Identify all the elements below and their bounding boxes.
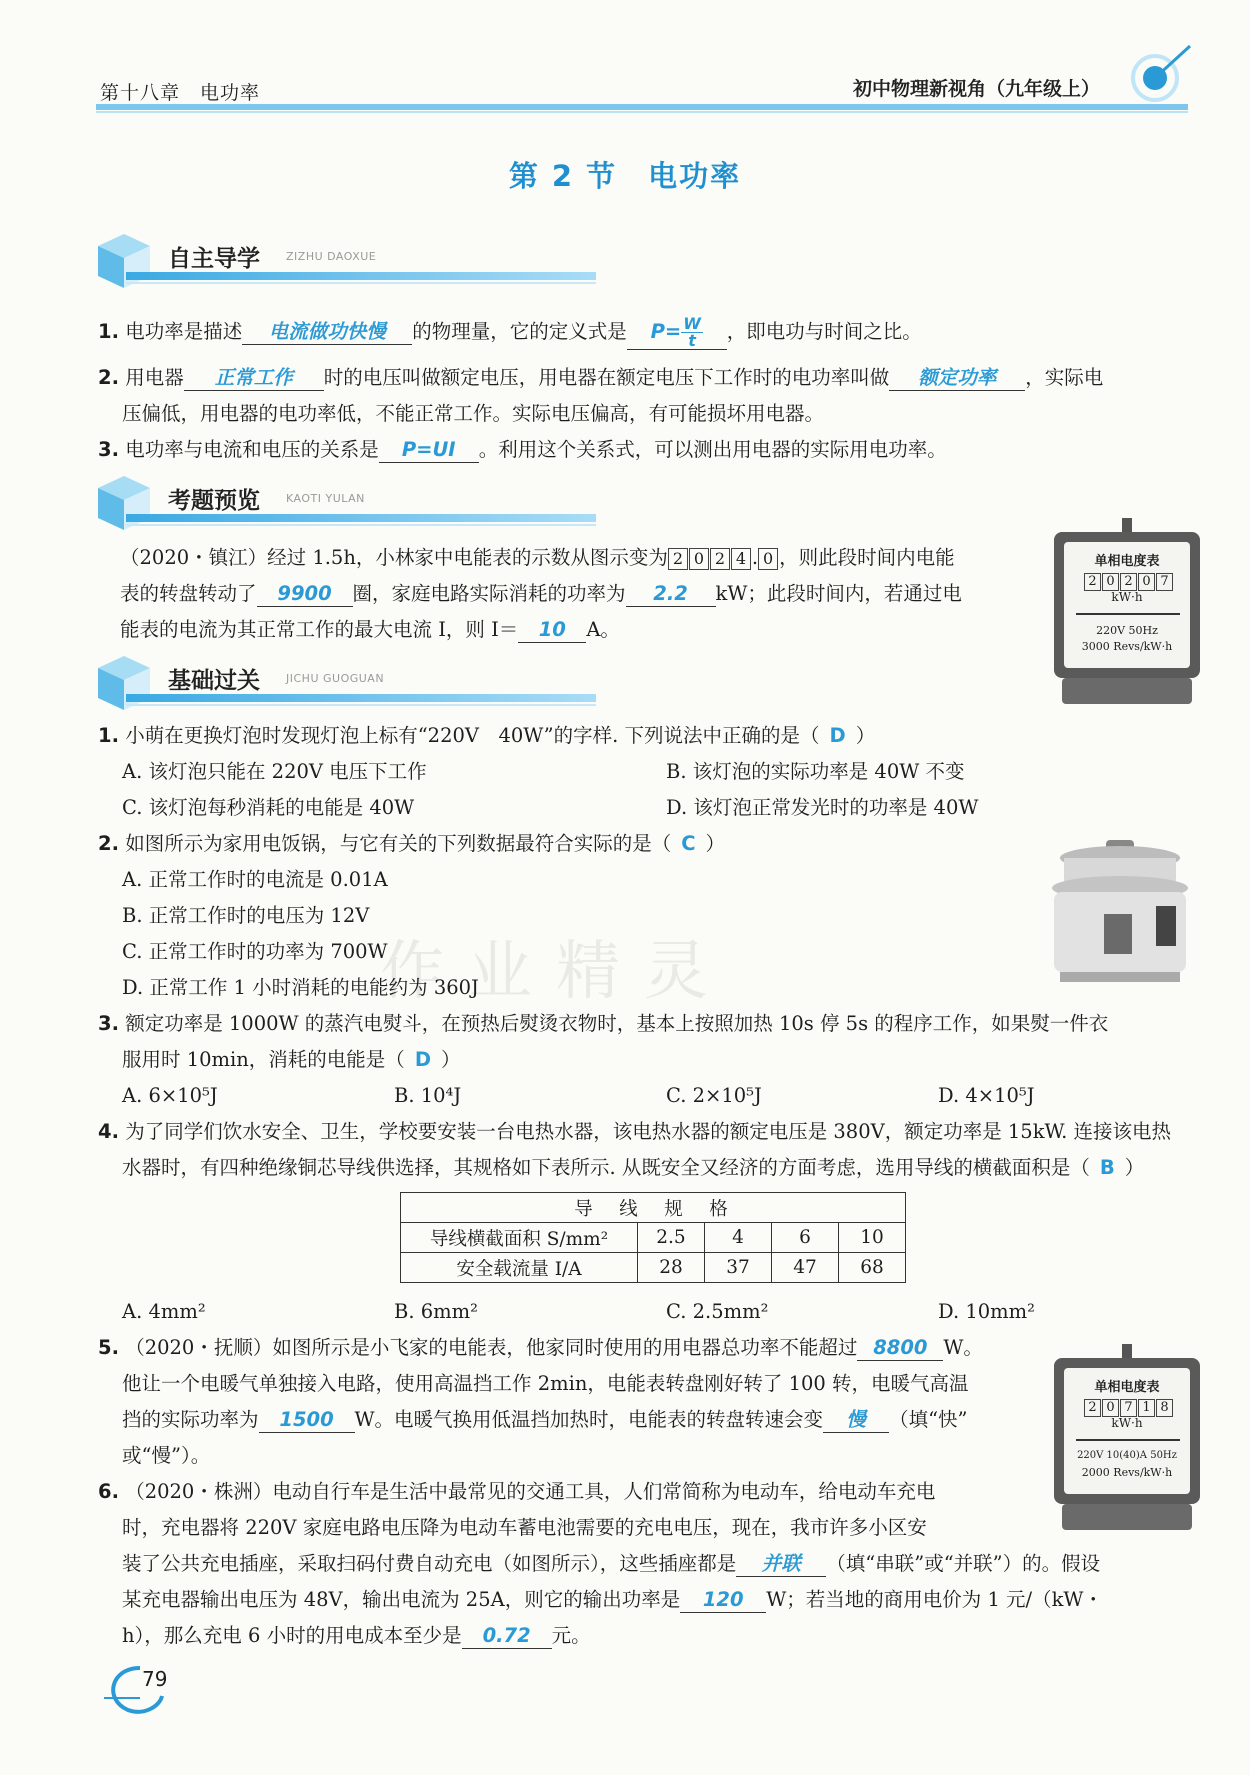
section-pinyin: ZIZHU DAOXUE bbox=[286, 250, 377, 263]
answer-blank: 2.2 bbox=[626, 582, 716, 607]
text: ） bbox=[441, 1048, 461, 1071]
text: 表的转盘转动了 bbox=[120, 582, 257, 605]
meter-title: 单相电度表 bbox=[1094, 1380, 1160, 1395]
digit: 0 bbox=[1102, 1399, 1119, 1417]
fraction bbox=[681, 316, 703, 349]
text: 服用时 10min，消耗的电能是（ bbox=[122, 1048, 405, 1071]
jichu-q6-l5 bbox=[122, 1622, 591, 1650]
option-c: C. 正常工作时的功率为 700W bbox=[122, 940, 388, 963]
text: 某充电器输出电压为 48V，输出电流为 25A，则它的输出功率是 bbox=[122, 1588, 681, 1611]
text: W。电暖气换用低温挡加热时，电能表的转盘转速会变 bbox=[354, 1408, 824, 1431]
q-num: 3. bbox=[98, 438, 119, 461]
digit: 2 bbox=[1084, 1399, 1101, 1417]
answer-blank: 1500 bbox=[259, 1408, 355, 1433]
header-rule-thin bbox=[96, 111, 1188, 113]
table-cell: 4 bbox=[705, 1223, 772, 1253]
answer-blank: 慢 bbox=[823, 1408, 889, 1433]
text: 为了同学们饮水安全、卫生，学校要安装一台电热水器，该电热水器的额定电压是 380V，额定功率是 15kW. 连接该电热 bbox=[125, 1120, 1172, 1143]
page-title: 第 2 节 电功率 bbox=[508, 159, 742, 193]
chapter-header: 第十八章 电功率 bbox=[100, 82, 261, 104]
option-b: B. 该灯泡的实际功率是 40W 不变 bbox=[666, 760, 965, 783]
digit: 2 bbox=[710, 548, 730, 570]
kaoti-line3 bbox=[120, 616, 620, 644]
text: 能表的电流为其正常工作的最大电流 I，则 I＝ bbox=[120, 618, 519, 641]
answer-blank: 额定功率 bbox=[889, 366, 1025, 391]
section-pinyin: JICHU GUOGUAN bbox=[286, 672, 385, 685]
text: h），那么充电 6 小时的用电成本至少是 bbox=[122, 1624, 462, 1647]
meter-spec1: 220V 10(40)A 50Hz bbox=[1077, 1450, 1177, 1461]
digit: 0 bbox=[1102, 573, 1119, 591]
table-cell: 2.5 bbox=[638, 1223, 705, 1253]
digit: 7 bbox=[1120, 1399, 1137, 1417]
text: 装了公共充电插座，采取扫码付费自动充电（如图所示），这些插座都是 bbox=[122, 1552, 737, 1575]
zizhu-q2 bbox=[98, 364, 1103, 392]
text: ） bbox=[705, 832, 726, 855]
answer-blank: 0.72 bbox=[462, 1624, 552, 1649]
section-bar-thin bbox=[126, 704, 596, 706]
header-rule bbox=[96, 104, 1188, 110]
option-b: B. 正常工作时的电压为 12V bbox=[122, 904, 370, 927]
jichu-q5-l1 bbox=[98, 1334, 983, 1362]
book-title: 初中物理新视角（九年级上） bbox=[852, 78, 1100, 100]
digit: 7 bbox=[1156, 573, 1173, 591]
text: 电功率与电流和电压的关系是 bbox=[125, 438, 379, 461]
meter-body-icon bbox=[1052, 518, 1202, 708]
option-b: B. 10⁴J bbox=[394, 1084, 462, 1107]
table-row bbox=[401, 1193, 906, 1223]
wire-spec-table bbox=[400, 1192, 906, 1283]
rice-cooker-icon bbox=[1040, 836, 1200, 996]
target-logo-icon bbox=[1120, 40, 1200, 110]
meter-body-icon bbox=[1052, 1344, 1202, 1534]
electric-meter-1 bbox=[1052, 518, 1202, 708]
text: ，实际电 bbox=[1025, 366, 1104, 389]
section-bar bbox=[126, 694, 596, 702]
answer-blank: 电流做功快慢 bbox=[242, 320, 412, 345]
answer-blank: 正常工作 bbox=[184, 366, 324, 391]
table-cell: 28 bbox=[638, 1253, 705, 1283]
digit: 0 bbox=[689, 548, 709, 570]
section-zizhu bbox=[96, 232, 606, 294]
jichu-q5-l4: 或“慢”）。 bbox=[122, 1444, 211, 1467]
option-a: A. 4mm² bbox=[122, 1300, 206, 1323]
option-a: A. 6×10⁵J bbox=[122, 1084, 218, 1107]
jichu-q5-l2: 他让一个电暖气单独接入电路，使用高温挡工作 2min，电能表转盘刚好转了 100 转，电暖气高温 bbox=[122, 1372, 969, 1395]
text: W；若当地的商用电价为 1 元/（kW・ bbox=[766, 1588, 1103, 1611]
table-cell: 37 bbox=[705, 1253, 772, 1283]
zizhu-q1 bbox=[98, 316, 922, 350]
text: （填“串联”或“并联”）的。假设 bbox=[826, 1552, 1101, 1575]
option-d: D. 该灯泡正常发光时的功率是 40W bbox=[666, 796, 979, 819]
section-pinyin: KAOTI YULAN bbox=[286, 492, 365, 505]
text: 挡的实际功率为 bbox=[122, 1408, 259, 1431]
meter-unit: kW·h bbox=[1111, 590, 1143, 604]
text: 。利用这个关系式，可以测出用电器的实际用电功率。 bbox=[478, 438, 947, 461]
zizhu-q3 bbox=[98, 436, 947, 464]
option-c: C. 该灯泡每秒消耗的电能是 40W bbox=[122, 796, 415, 819]
text: A。 bbox=[586, 618, 620, 641]
choice-answer: C bbox=[681, 832, 696, 855]
choice-answer: D bbox=[414, 1048, 431, 1071]
digit: 2 bbox=[668, 548, 688, 570]
option-c: C. 2×10⁵J bbox=[666, 1084, 762, 1107]
digit: 2 bbox=[1120, 573, 1137, 591]
meter-digits bbox=[1084, 570, 1174, 591]
table-row bbox=[401, 1223, 906, 1253]
jichu-q4-l2 bbox=[122, 1154, 1144, 1182]
kaoti-line2 bbox=[120, 580, 962, 608]
text: 圈，家庭电路实际消耗的功率为 bbox=[352, 582, 626, 605]
meter-spec2: 2000 Revs/kW·h bbox=[1081, 1466, 1173, 1479]
text: 如图所示为家用电饭锅，与它有关的下列数据最符合实际的是（ bbox=[125, 832, 672, 855]
row-label: 安全载流量 I/A bbox=[401, 1253, 638, 1283]
answer-blank: P=UI bbox=[379, 438, 479, 463]
digit: 8 bbox=[1156, 1399, 1173, 1417]
numerator: W bbox=[683, 314, 701, 333]
text: 额定功率是 1000W 的蒸汽电熨斗，在预热后熨烫衣物时，基本上按照加热 10s 停 5s 的程序工作，如果熨一件衣 bbox=[125, 1012, 1109, 1035]
q-num: 2. bbox=[98, 832, 119, 855]
jichu-q3-l2 bbox=[122, 1046, 461, 1074]
table-cell: 68 bbox=[839, 1253, 906, 1283]
page-number: 79 bbox=[142, 1667, 168, 1691]
zizhu-q2-cont: 压偏低，用电器的电功率低，不能正常工作。实际电压偏高，有可能损坏用电器。 bbox=[122, 402, 825, 425]
table-cell: 10 bbox=[839, 1223, 906, 1253]
meter-spec1: 220V 50Hz bbox=[1096, 624, 1158, 637]
section-bar-thin bbox=[126, 282, 596, 284]
electric-meter-2 bbox=[1052, 1344, 1202, 1534]
digit: 4 bbox=[731, 548, 751, 570]
choice-answer: B bbox=[1099, 1156, 1115, 1179]
answer-blank: 9900 bbox=[257, 582, 353, 607]
q-num: 1. bbox=[98, 320, 119, 343]
table-cell: 47 bbox=[772, 1253, 839, 1283]
q-num: 3. bbox=[98, 1012, 119, 1035]
jichu-q6-l4 bbox=[122, 1586, 1103, 1614]
section-bar-thin bbox=[126, 524, 596, 526]
text: W。 bbox=[943, 1336, 983, 1359]
jichu-q3-l1 bbox=[98, 1010, 1108, 1038]
digit: 1 bbox=[1138, 1399, 1155, 1417]
text: ） bbox=[1124, 1156, 1145, 1179]
table-caption: 导 线 规 格 bbox=[401, 1193, 906, 1223]
q-num: 1. bbox=[98, 724, 119, 747]
section-name: 自主导学 bbox=[168, 246, 260, 272]
digit: 0 bbox=[1138, 573, 1155, 591]
jichu-q2-stem bbox=[98, 830, 725, 858]
row-label: 导线横截面积 S/mm² bbox=[401, 1223, 638, 1253]
table-cell: 6 bbox=[772, 1223, 839, 1253]
table-row bbox=[401, 1253, 906, 1283]
formula-blank bbox=[627, 316, 727, 350]
meter-unit: kW·h bbox=[1111, 1416, 1143, 1430]
option-a: A. 正常工作时的电流是 0.01A bbox=[122, 868, 388, 891]
option-a: A. 该灯泡只能在 220V 电压下工作 bbox=[122, 760, 427, 783]
option-d: D. 正常工作 1 小时消耗的电能约为 360J bbox=[122, 976, 479, 999]
answer-blank: 120 bbox=[680, 1588, 766, 1613]
meter-spec2: 3000 Revs/kW·h bbox=[1081, 640, 1173, 653]
formula-p: P= bbox=[650, 320, 682, 343]
kaoti-line1 bbox=[120, 544, 955, 572]
section-kaoti bbox=[96, 474, 606, 536]
section-jichu bbox=[96, 654, 606, 716]
jichu-q4-l1 bbox=[98, 1118, 1171, 1146]
text: 的物理量，它的定义式是 bbox=[412, 320, 627, 343]
section-name: 考题预览 bbox=[168, 488, 260, 514]
q-num: 4. bbox=[98, 1120, 119, 1143]
text: （2020・抚顺）如图所示是小飞家的电能表，他家同时使用的用电器总功率不能超过 bbox=[125, 1336, 858, 1359]
text: （填“快” bbox=[889, 1408, 968, 1431]
choice-answer: D bbox=[829, 724, 846, 747]
q-num: 2. bbox=[98, 366, 119, 389]
text: ，则此段时间内电能 bbox=[779, 546, 955, 569]
jichu-q5-l3 bbox=[122, 1406, 968, 1434]
watermark: 作业精灵 bbox=[380, 935, 732, 1009]
meter-title: 单相电度表 bbox=[1094, 554, 1160, 569]
section-name: 基础过关 bbox=[168, 668, 260, 694]
text: ，即电功与时间之比。 bbox=[726, 320, 922, 343]
text: 电功率是描述 bbox=[125, 320, 243, 343]
option-c: C. 2.5mm² bbox=[666, 1300, 769, 1323]
text: 小萌在更换灯泡时发现灯泡上标有“220V 40W”的字样. 下列说法中正确的是（ bbox=[125, 724, 820, 747]
text: 用电器 bbox=[125, 366, 184, 389]
section-bar bbox=[126, 514, 596, 522]
option-b: B. 6mm² bbox=[394, 1300, 478, 1323]
digit: 2 bbox=[1084, 573, 1101, 591]
text: （2020・镇江）经过 1.5h，小林家中电能表的示数从图示变为 bbox=[120, 546, 668, 569]
jichu-q6-l1 bbox=[98, 1478, 935, 1506]
text: ） bbox=[855, 724, 876, 747]
answer-blank: 10 bbox=[518, 618, 586, 643]
text: 元。 bbox=[551, 1624, 591, 1647]
option-d: D. 10mm² bbox=[938, 1300, 1035, 1323]
answer-blank: 8800 bbox=[857, 1336, 943, 1361]
option-d: D. 4×10⁵J bbox=[938, 1084, 1035, 1107]
jichu-q6-l3 bbox=[122, 1550, 1100, 1578]
text: 时的电压叫做额定电压，用电器在额定电压下工作时的电功率叫做 bbox=[323, 366, 890, 389]
section-bar bbox=[126, 272, 596, 280]
meter-reading: 2 0 2 4 . 0 bbox=[668, 546, 779, 569]
q-num: 6. bbox=[98, 1480, 119, 1503]
text: kW；此段时间内，若通过电 bbox=[715, 582, 962, 605]
digit: 0 bbox=[758, 548, 778, 570]
q-num: 5. bbox=[98, 1336, 119, 1359]
meter-digits bbox=[1084, 1396, 1174, 1417]
denominator: t bbox=[688, 331, 696, 350]
answer-blank: 并联 bbox=[736, 1552, 826, 1577]
jichu-q6-l2: 时，充电器将 220V 家庭电路电压降为电动车蓄电池需要的充电电压，现在，我市许多小区安 bbox=[122, 1516, 927, 1539]
text: 水器时，有四种绝缘铜芯导线供选择，其规格如下表所示. 从既安全又经济的方面考虑，选用导线的横截面积是（ bbox=[122, 1156, 1090, 1179]
jichu-q1-stem bbox=[98, 722, 875, 750]
text: （2020・株洲）电动自行车是生活中最常见的交通工具，人们常简称为电动车，给电动车充电 bbox=[125, 1480, 936, 1503]
